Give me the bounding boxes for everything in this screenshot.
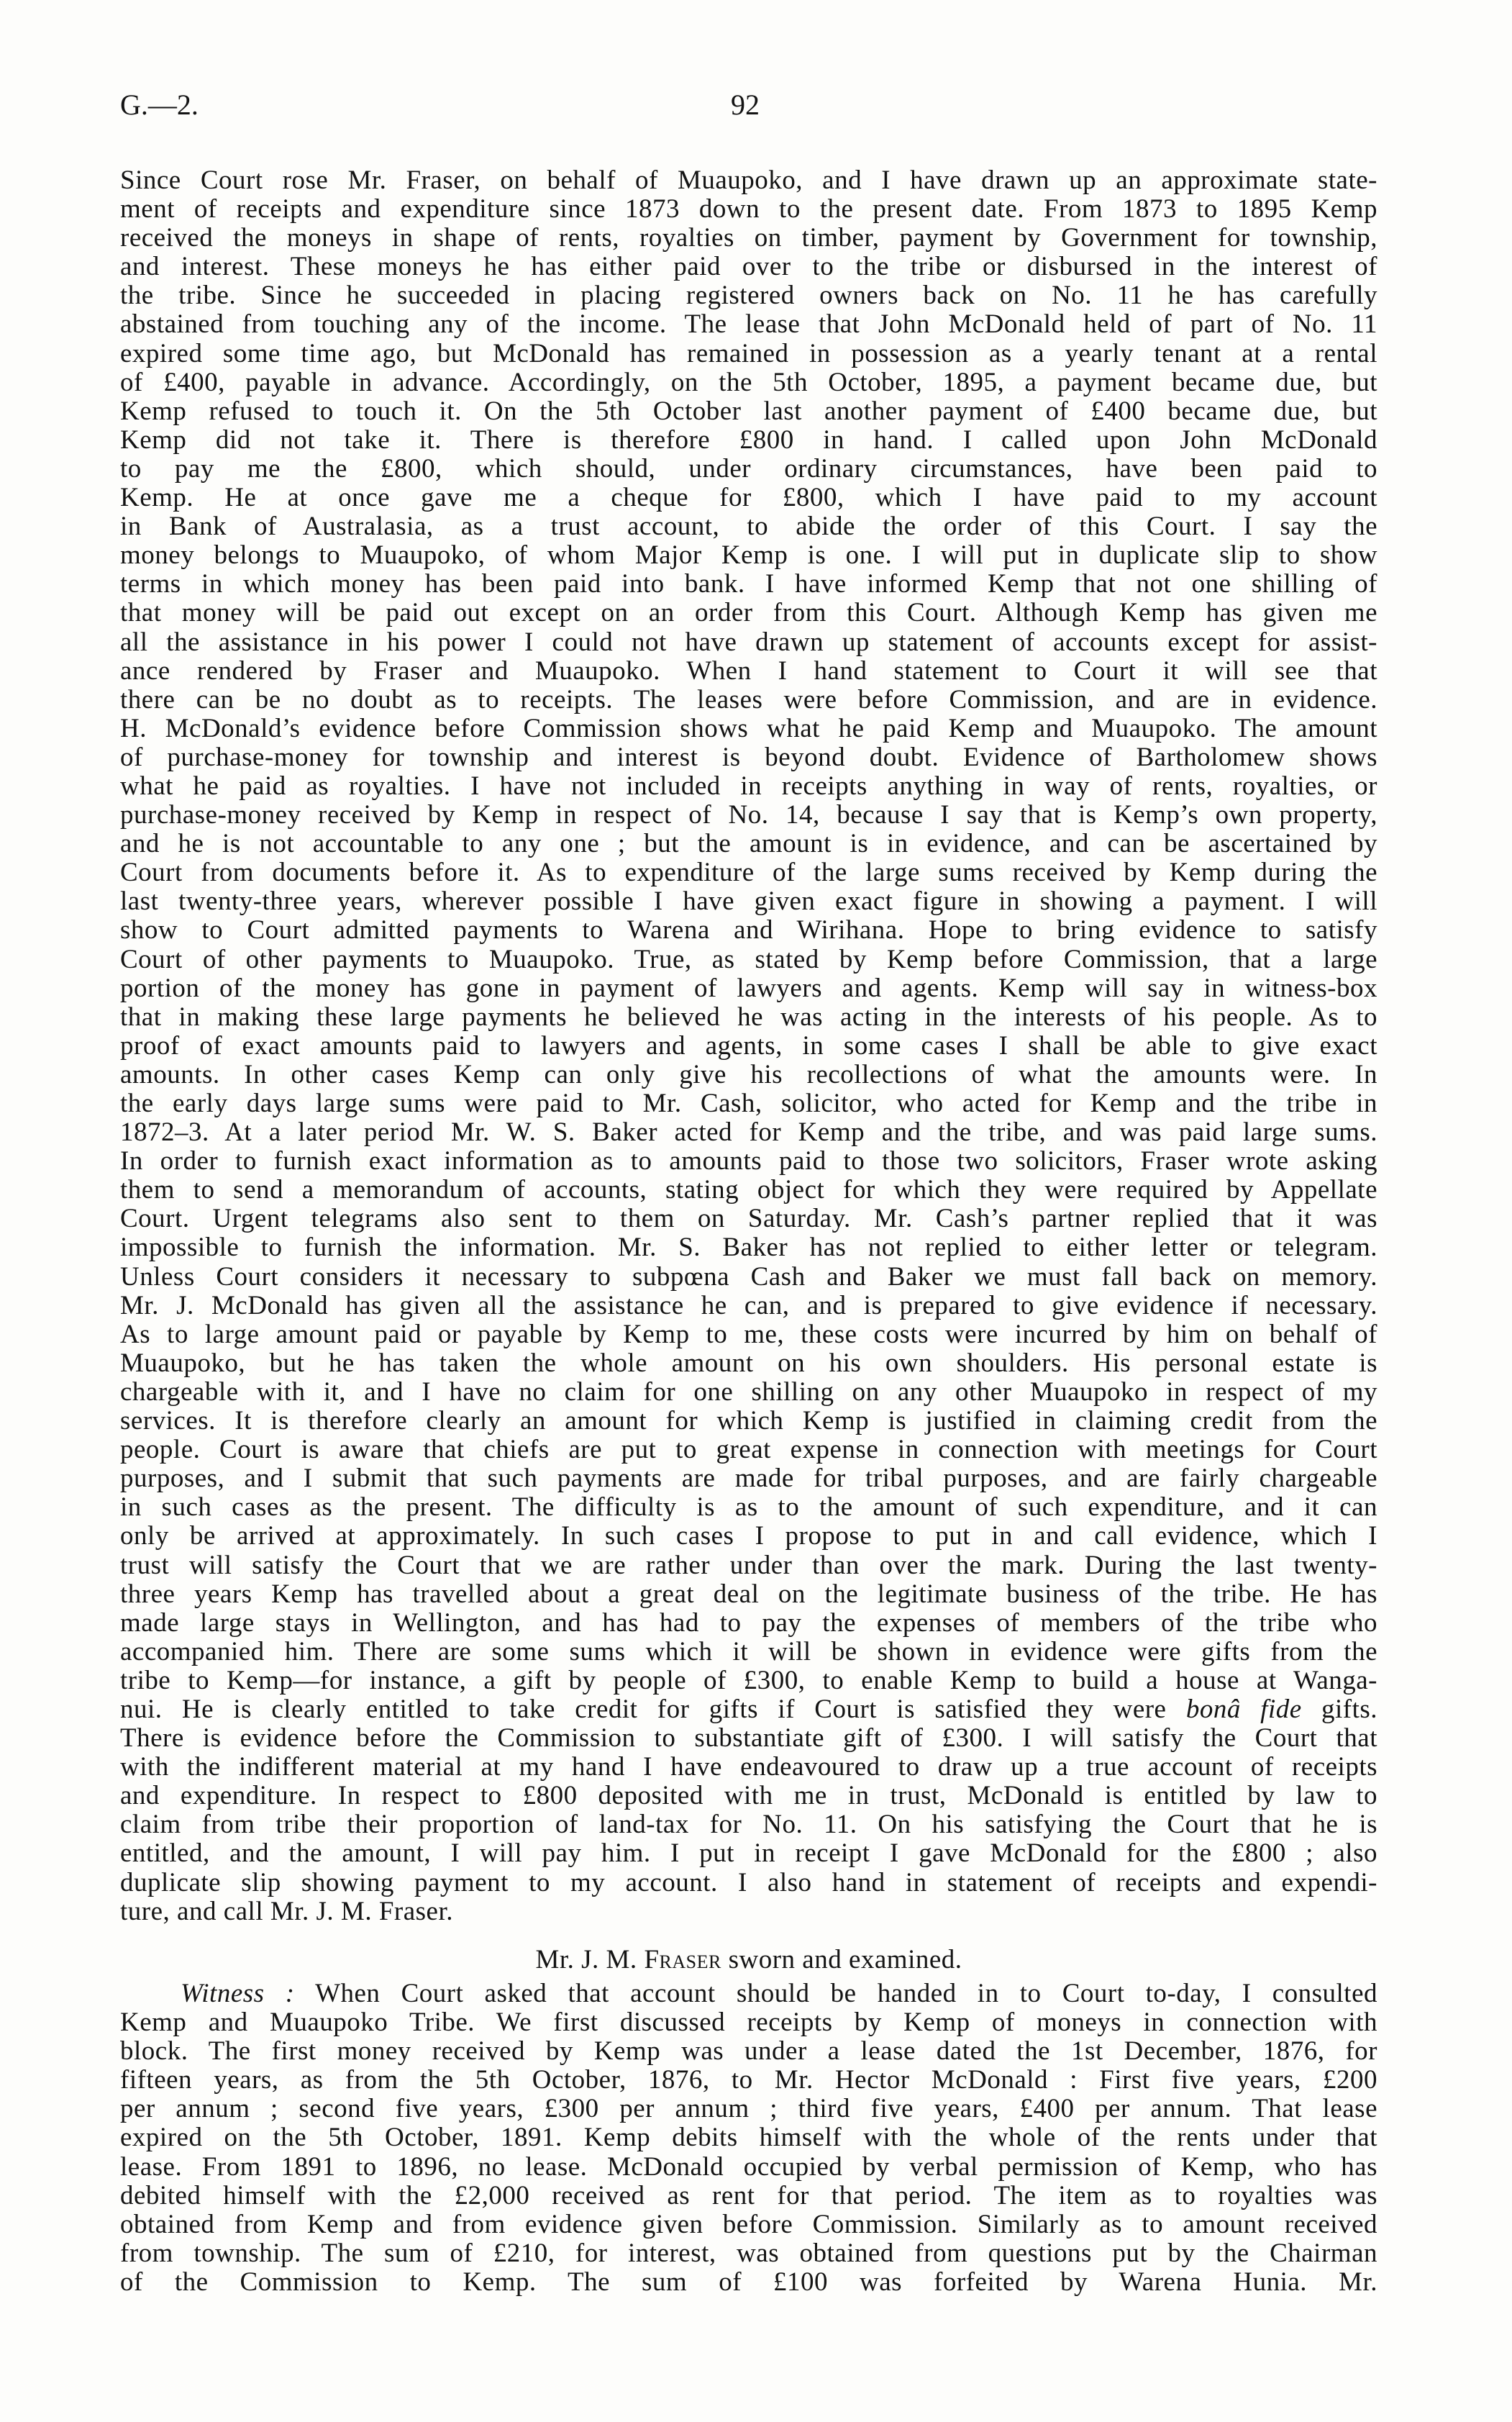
testimony-line: from township. The sum of £210, for interest, was obtained from questions put by the Chairman <box>120 2238 1377 2268</box>
statement-line: Unless Court considers it necessary to subpœna Cash and Baker we must fall back on memory. <box>120 1261 1377 1292</box>
statement-line: entitled, and the amount, I will pay him. I put in receipt I gave McDonald for the £800 ; also <box>120 1838 1377 1869</box>
statement-line: portion of the money has gone in payment of lawyers and agents. Kemp will say in witness-box <box>120 973 1377 1003</box>
statement-line: trust will satisfy the Court that we are rather under than over the mark. During the last twenty- <box>120 1550 1377 1580</box>
statement-line: In order to furnish exact information as to amounts paid to those two solicitors, Fraser wrote asking <box>120 1146 1377 1176</box>
heading-text: sworn and examined. <box>721 1945 962 1974</box>
statement-line: money belongs to Muaupoko, of whom Major Kemp is one. I will put in duplicate slip to show <box>120 540 1377 571</box>
statement-line: amounts. In other cases Kemp can only give his recollections of what the amounts were. In <box>120 1059 1377 1089</box>
italic-phrase: bonâ fide <box>1185 1694 1302 1724</box>
statement-line: Mr. J. McDonald has given all the assistance he can, and is prepared to give evidence if necessary. <box>120 1290 1377 1320</box>
statement-line: Kemp did not take it. There is therefore £800 in hand. I called upon John McDonald <box>120 425 1377 455</box>
statement-line: only be arrived at approximately. In such cases I propose to put in and call evidence, which I <box>120 1521 1377 1551</box>
testimony-paragraph <box>120 1979 1377 2297</box>
statement-line: made large stays in Wellington, and has had to pay the expenses of members of the tribe who <box>120 1607 1377 1638</box>
statement-line: and expenditure. In respect to £800 deposited with me in trust, McDonald is entitled by law to <box>120 1781 1377 1811</box>
statement-line: in such cases as the present. The difficulty is as to the amount of such expenditure, and it can <box>120 1492 1377 1523</box>
statement-line: show to Court admitted payments to Warena and Wirihana. Hope to bring evidence to satisfy <box>120 915 1377 945</box>
witness-heading <box>120 1946 1377 1974</box>
statement-line <box>120 1695 1377 1724</box>
statement-line: There is evidence before the Commission to substantiate gift of £300. I will satisfy the Court that <box>120 1723 1377 1754</box>
statement-line: in Bank of Australasia, as a trust account, to abide the order of this Court. I say the <box>120 512 1377 542</box>
statement-line: duplicate slip showing payment to my account. I also hand in statement of receipts and expendi- <box>120 1867 1377 1897</box>
statement-line: Court from documents before it. As to expenditure of the large sums received by Kemp during the <box>120 858 1377 888</box>
statement-line: last twenty-three years, wherever possible I have given exact figure in showing a payment. I will <box>120 886 1377 917</box>
statement-line: services. It is therefore clearly an amount for which Kemp is justified in claiming credit from the <box>120 1406 1377 1436</box>
statement-line: ture, and call Mr. J. M. Fraser. <box>120 1896 453 1926</box>
statement-line: impossible to furnish the information. Mr. S. Baker has not replied to either letter or telegram. <box>120 1233 1377 1263</box>
statement-line: Court. Urgent telegrams also sent to them on Saturday. Mr. Cash’s partner replied that it was <box>120 1204 1377 1234</box>
statement-line: proof of exact amounts paid to lawyers and agents, in some cases I shall be able to give exact <box>120 1030 1377 1061</box>
statement-line: that in making these large payments he believed he was acting in the interests of his people. As to <box>120 1002 1377 1032</box>
statement-line: ment of receipts and expenditure since 1873 down to the present date. From 1873 to 1895 Kemp <box>120 194 1377 224</box>
statement-line: chargeable with it, and I have no claim for one shilling on any other Muaupoko in respect of my <box>120 1376 1377 1407</box>
statement-line-text: nui. He is clearly entitled to take credit for gifts if Court is satisfied they were <box>120 1694 1186 1724</box>
statement-line: purchase-money received by Kemp in respect of No. 14, because I say that is Kemp’s own property, <box>120 800 1377 830</box>
statement-line: three years Kemp has travelled about a great deal on the legitimate business of the tribe. He has <box>120 1579 1377 1609</box>
testimony-line: of the Commission to Kemp. The sum of £100 was forfeited by Warena Hunia. Mr. <box>120 2267 1377 2297</box>
statement-line: of £400, payable in advance. Accordingly, on the 5th October, 1895, a payment became due, but <box>120 367 1377 397</box>
statement-paragraph <box>120 166 1377 1926</box>
testimony-line <box>120 1979 1377 2008</box>
testimony-line: obtained from Kemp and from evidence given before Commission. Similarly as to amount received <box>120 2209 1377 2239</box>
statement-line: accompanied him. There are some sums which it will be shown in evidence were gifts from the <box>120 1636 1377 1666</box>
statement-line: received the moneys in shape of rents, royalties on timber, payment by Government for township, <box>120 223 1377 253</box>
statement-line: there can be no doubt as to receipts. The leases were before Commission, and are in evidence. <box>120 684 1377 715</box>
statement-line: them to send a memorandum of accounts, stating object for which they were required by Appellate <box>120 1175 1377 1205</box>
statement-line: of purchase-money for township and interest is beyond doubt. Evidence of Bartholomew shows <box>120 742 1377 772</box>
testimony-line: block. The first money received by Kemp was under a lease dated the 1st December, 1876, for <box>120 2036 1377 2067</box>
statement-line: and he is not accountable to any one ; but the amount is in evidence, and can be ascertained by <box>120 829 1377 859</box>
statement-line: Since Court rose Mr. Fraser, on behalf of Muaupoko, and I have drawn up an approximate state- <box>120 165 1377 195</box>
witness-name: Fraser <box>644 1945 721 1974</box>
statement-line: abstained from touching any of the income. The lease that John McDonald held of part of No. 11 <box>120 309 1377 340</box>
witness-label: Witness : <box>181 1979 295 2008</box>
statement-line: Kemp refused to touch it. On the 5th October last another payment of £400 became due, but <box>120 396 1377 426</box>
testimony-line: fifteen years, as from the 5th October, 1876, to Mr. Hector McDonald : First five years, £200 <box>120 2065 1377 2095</box>
statement-line: and interest. These moneys he has either paid over to the tribe or disbursed in the interest of <box>120 252 1377 282</box>
statement-line: that money will be paid out except on an order from this Court. Although Kemp has given me <box>120 598 1377 628</box>
statement-line: Muaupoko, but he has taken the whole amount on his own shoulders. His personal estate is <box>120 1348 1377 1378</box>
testimony-line: per annum ; second five years, £300 per annum ; third five years, £400 per annum. That lease <box>120 2094 1377 2124</box>
statement-line: 1872–3. At a later period Mr. W. S. Baker acted for Kemp and the tribe, and was paid large sums. <box>120 1117 1377 1148</box>
statement-line: purposes, and I submit that such payments are made for tribal purposes, and are fairly chargeable <box>120 1464 1377 1494</box>
statement-line: terms in which money has been paid into bank. I have informed Kemp that not one shilling of <box>120 569 1377 599</box>
testimony-line-text: When Court asked that account should be handed in to Court to-day, I consulted <box>294 1979 1377 2008</box>
testimony-line: expired on the 5th October, 1891. Kemp debits himself with the whole of the rents under that <box>120 2123 1377 2153</box>
statement-line: Kemp. He at once gave me a cheque for £800, which I have paid to my account <box>120 483 1377 513</box>
statement-line: what he paid as royalties. I have not included in receipts anything in way of rents, royalties, or <box>120 771 1377 801</box>
statement-line: tribe to Kemp—for instance, a gift by people of £300, to enable Kemp to build a house at Wanga- <box>120 1665 1377 1695</box>
testimony-line: Kemp and Muaupoko Tribe. We first discussed receipts by Kemp of moneys in connection with <box>120 2008 1377 2038</box>
statement-line: the tribe. Since he succeeded in placing registered owners back on No. 11 he has carefully <box>120 281 1377 311</box>
testimony-line: debited himself with the £2,000 received as rent for that period. The item as to royalties was <box>120 2180 1377 2210</box>
statement-line: to pay me the £800, which should, under ordinary circumstances, have been paid to <box>120 453 1377 484</box>
statement-line: people. Court is aware that chiefs are put to great expense in connection with meetings for Court <box>120 1435 1377 1465</box>
statement-line: claim from tribe their proportion of land-tax for No. 11. On his satisfying the Court that he is <box>120 1810 1377 1840</box>
statement-line: Court of other payments to Muaupoko. True, as stated by Kemp before Commission, that a large <box>120 944 1377 974</box>
statement-line: ance rendered by Fraser and Muaupoko. When I hand statement to Court it will see that <box>120 656 1377 686</box>
statement-line: with the indifferent material at my hand I have endeavoured to draw up a true account of receipts <box>120 1752 1377 1782</box>
statement-line: expired some time ago, but McDonald has remained in possession as a yearly tenant at a rental <box>120 338 1377 368</box>
statement-line: the early days large sums were paid to Mr. Cash, solicitor, who acted for Kemp and the tribe in <box>120 1089 1377 1118</box>
heading-text: Mr. J. M. <box>535 1945 645 1974</box>
statement-line: all the assistance in his power I could not have drawn up statement of accounts except for assist- <box>120 627 1377 657</box>
statement-line: H. McDonald’s evidence before Commission shows what he paid Kemp and Muaupoko. The amount <box>120 713 1377 743</box>
page-number: 92 <box>731 89 760 121</box>
statement-line: As to large amount paid or payable by Kemp to me, these costs were incurred by him on behalf of <box>120 1319 1377 1349</box>
document-code: G.—2. <box>120 89 199 121</box>
testimony-line: lease. From 1891 to 1896, no lease. McDonald occupied by verbal permission of Kemp, who has <box>120 2151 1377 2182</box>
statement-line-text: gifts. <box>1301 1694 1378 1724</box>
